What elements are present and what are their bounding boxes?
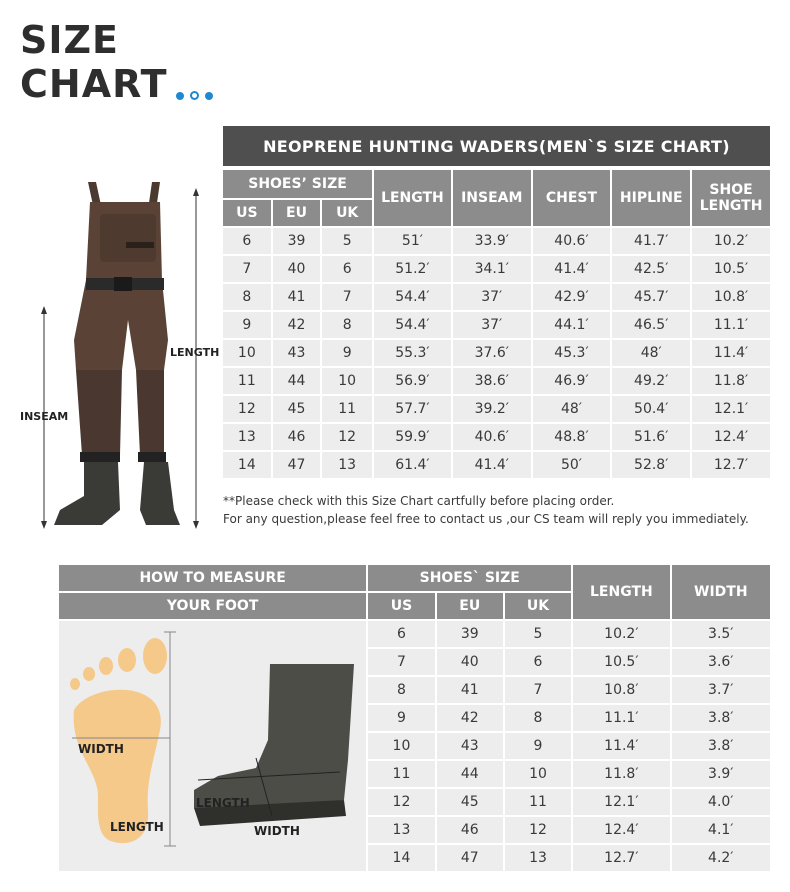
waders-table-title: NEOPRENE HUNTING WADERS(MEN`S SIZE CHART) [223,126,770,166]
boot-length-label: LENGTH [196,796,250,810]
table-cell: 46 [273,424,321,450]
table-cell: 5 [505,621,571,647]
col-shoe-length: SHOE LENGTH [692,170,770,226]
table-cell: 41 [437,677,503,703]
table-cell: 45 [273,396,321,422]
col-hipline: HIPLINE [612,170,690,226]
table-cell: 8 [368,677,434,703]
your-foot-header: YOUR FOOT [59,593,366,619]
table-cell: 39 [437,621,503,647]
table-row [223,284,770,310]
table-cell: 6 [505,649,571,675]
table-cell: 40.6′ [533,228,611,254]
table-cell: 37′ [453,284,531,310]
table-cell: 54.4′ [374,312,451,338]
foot-col-uk: UK [505,593,571,619]
foot-col-length: LENGTH [573,565,669,619]
foot-width-label: WIDTH [78,742,124,756]
table-cell: 42 [437,705,503,731]
table-cell: 10.2′ [573,621,669,647]
table-cell: 10.2′ [692,228,770,254]
table-cell: 8 [505,705,571,731]
table-cell: 12.4′ [573,817,669,843]
table-cell: 10.5′ [573,649,669,675]
col-eu: EU [273,200,321,226]
table-cell: 50.4′ [612,396,690,422]
table-cell: 44.1′ [533,312,611,338]
table-cell: 51.2′ [374,256,451,282]
table-cell: 12.1′ [573,789,669,815]
foot-col-eu: EU [437,593,503,619]
table-cell: 3.8′ [672,705,770,731]
table-cell: 10.8′ [692,284,770,310]
table-cell: 7 [322,284,372,310]
table-row [223,424,770,450]
table-cell: 5 [322,228,372,254]
table-cell: 51′ [374,228,451,254]
table-cell: 54.4′ [374,284,451,310]
page-title [20,18,219,109]
table-cell: 51.6′ [612,424,690,450]
shoe-size-header: SHOES’ SIZE [223,170,372,198]
table-row [223,228,770,254]
table-row [223,452,770,478]
table-cell: 9 [505,733,571,759]
table-cell: 52.8′ [612,452,690,478]
table-cell: 61.4′ [374,452,451,478]
table-cell: 7 [368,649,434,675]
table-cell: 11.4′ [692,340,770,366]
table-cell: 8 [223,284,271,310]
table-cell: 57.7′ [374,396,451,422]
table-cell: 14 [223,452,271,478]
table-cell: 50′ [533,452,611,478]
table-cell: 12 [322,424,372,450]
table-cell: 33.9′ [453,228,531,254]
table-cell: 11 [505,789,571,815]
table-cell: 40 [437,649,503,675]
foot-col-us: US [368,593,434,619]
col-length: LENGTH [374,170,451,226]
title-line-2: CHART [20,62,168,106]
table-cell: 9 [223,312,271,338]
table-cell: 45.3′ [533,340,611,366]
table-cell: 48′ [533,396,611,422]
table-cell: 38.6′ [453,368,531,394]
table-cell: 10 [505,761,571,787]
size-notes [223,492,749,528]
table-cell: 45.7′ [612,284,690,310]
table-cell: 34.1′ [453,256,531,282]
table-cell: 46.5′ [612,312,690,338]
table-cell: 12 [223,396,271,422]
table-cell: 12.7′ [692,452,770,478]
table-cell: 7 [223,256,271,282]
table-cell: 13 [322,452,372,478]
col-inseam: INSEAM [453,170,531,226]
table-cell: 11.1′ [573,705,669,731]
table-cell: 7 [505,677,571,703]
foot-length-label: LENGTH [110,820,164,834]
col-uk: UK [322,200,372,226]
table-cell: 14 [368,845,434,871]
table-cell: 47 [437,845,503,871]
table-cell: 56.9′ [374,368,451,394]
table-cell: 4.1′ [672,817,770,843]
table-cell: 11 [368,761,434,787]
table-cell: 46 [437,817,503,843]
table-cell: 3.7′ [672,677,770,703]
note-line-2: For any question,please feel free to contact us ,our CS team will reply you immediately. [223,512,749,526]
table-row [223,312,770,338]
table-cell: 37.6′ [453,340,531,366]
table-cell: 11.8′ [573,761,669,787]
table-cell: 10 [368,733,434,759]
table-row [223,340,770,366]
foot-col-width: WIDTH [672,565,770,619]
table-cell: 11.8′ [692,368,770,394]
title-line-1: SIZE [20,18,120,62]
note-line-1: **Please check with this Size Chart cartfully before placing order. [223,494,615,508]
table-cell: 41.7′ [612,228,690,254]
col-chest: CHEST [533,170,611,226]
table-cell: 4.0′ [672,789,770,815]
table-cell: 3.8′ [672,733,770,759]
table-cell: 41 [273,284,321,310]
table-row [223,396,770,422]
how-to-measure-header: HOW TO MEASURE [59,565,366,591]
table-cell: 11.4′ [573,733,669,759]
table-cell: 37′ [453,312,531,338]
table-cell: 43 [437,733,503,759]
boot-width-label: WIDTH [254,824,300,838]
table-cell: 13 [505,845,571,871]
table-cell: 48.8′ [533,424,611,450]
table-cell: 40.6′ [453,424,531,450]
table-cell: 8 [322,312,372,338]
table-cell: 42.9′ [533,284,611,310]
table-cell: 45 [437,789,503,815]
table-cell: 6 [223,228,271,254]
table-cell: 12 [505,817,571,843]
table-cell: 39 [273,228,321,254]
foot-shoe-size-header: SHOES` SIZE [368,565,571,591]
table-cell: 3.5′ [672,621,770,647]
table-cell: 44 [273,368,321,394]
table-cell: 13 [368,817,434,843]
table-cell: 3.9′ [672,761,770,787]
inseam-label: INSEAM [20,410,69,423]
table-cell: 11 [223,368,271,394]
length-label: LENGTH [170,346,220,359]
table-cell: 39.2′ [453,396,531,422]
table-cell: 9 [322,340,372,366]
table-cell: 10.5′ [692,256,770,282]
table-cell: 40 [273,256,321,282]
table-cell: 3.6′ [672,649,770,675]
table-cell: 11.1′ [692,312,770,338]
table-cell: 47 [273,452,321,478]
table-cell: 6 [368,621,434,647]
table-cell: 9 [368,705,434,731]
table-cell: 12.4′ [692,424,770,450]
table-cell: 13 [223,424,271,450]
table-cell: 4.2′ [672,845,770,871]
table-cell: 6 [322,256,372,282]
col-us: US [223,200,271,226]
table-cell: 49.2′ [612,368,690,394]
table-row [223,256,770,282]
table-cell: 10 [223,340,271,366]
table-cell: 10 [322,368,372,394]
table-cell: 59.9′ [374,424,451,450]
dots-decoration [176,65,219,109]
table-cell: 44 [437,761,503,787]
table-cell: 43 [273,340,321,366]
table-cell: 12.7′ [573,845,669,871]
table-cell: 41.4′ [533,256,611,282]
table-cell: 41.4′ [453,452,531,478]
waders-size-table [221,168,772,480]
table-cell: 42 [273,312,321,338]
table-cell: 48′ [612,340,690,366]
table-cell: 55.3′ [374,340,451,366]
table-cell: 10.8′ [573,677,669,703]
table-cell: 11 [322,396,372,422]
table-cell: 42.5′ [612,256,690,282]
table-cell: 46.9′ [533,368,611,394]
table-cell: 12 [368,789,434,815]
table-cell: 12.1′ [692,396,770,422]
table-row [223,368,770,394]
